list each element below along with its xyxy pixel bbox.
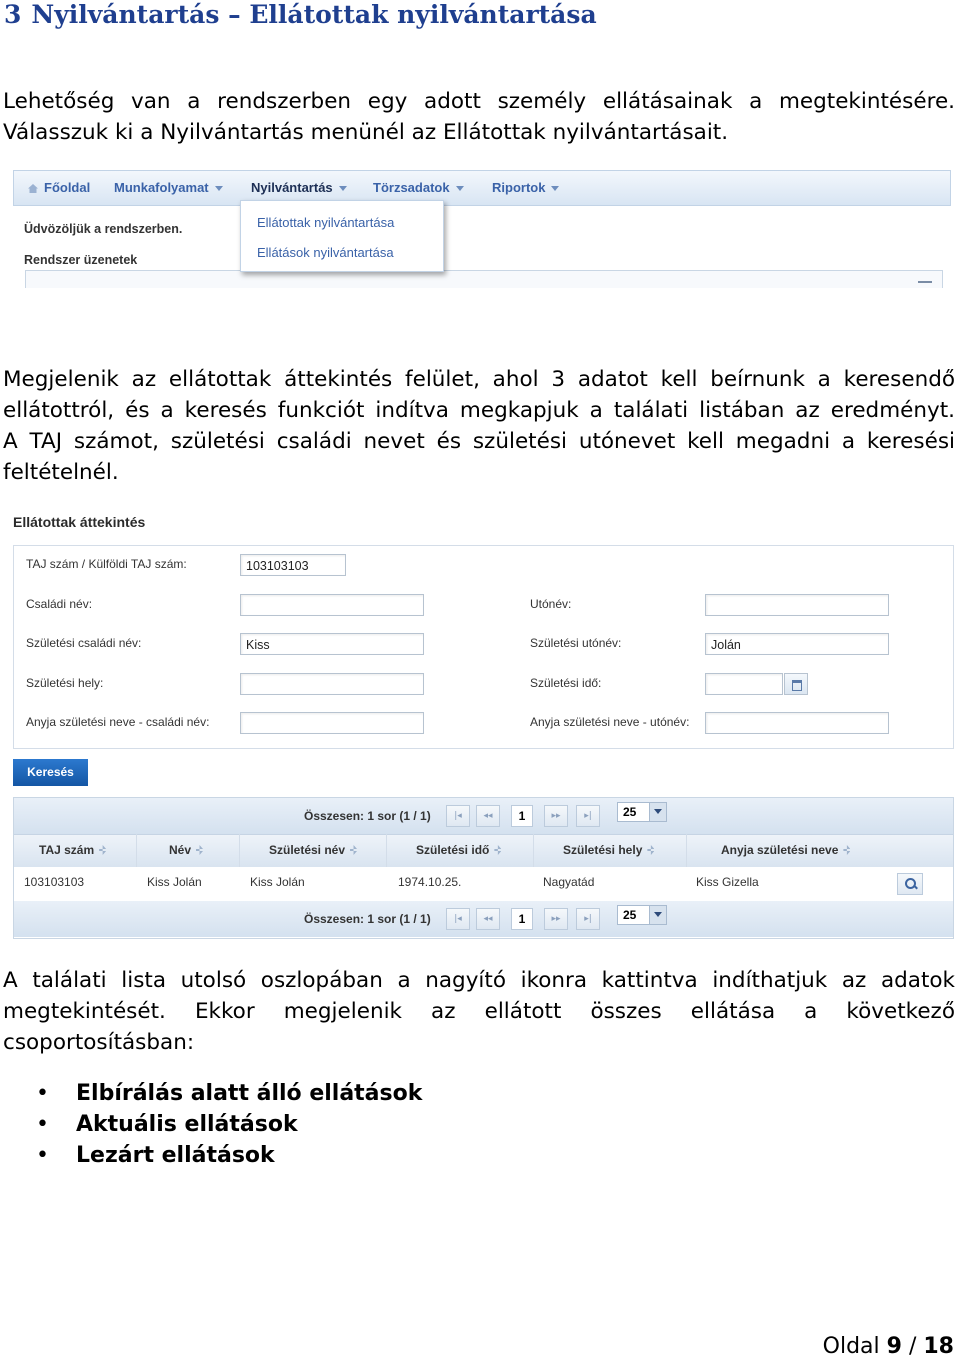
paragraph-line: A találati lista utolsó oszlopában a nagyító ikonra kattintva indíthatjuk az adatok — [3, 968, 955, 993]
home-icon — [28, 184, 38, 193]
search-paragraph — [3, 364, 955, 488]
sort-icon — [494, 845, 501, 855]
result-total: Összesen: 1 sor (1 / 1) — [304, 912, 431, 926]
paragraph-line: Megjelenik az ellátottak áttekintés felület, ahol 3 adatot kell beírnunk a keresendő — [3, 367, 955, 392]
column-header-birth-name[interactable]: Születési név — [269, 843, 357, 857]
minimize-icon[interactable] — [918, 281, 932, 283]
section-heading — [4, 0, 597, 29]
next-page-icon[interactable]: ▸▸ — [544, 805, 568, 827]
calendar-icon — [792, 680, 802, 691]
page-size-select[interactable]: 25 — [617, 905, 667, 925]
main-menu-bar — [13, 170, 951, 206]
registry-dropdown — [240, 200, 444, 272]
page-label: Oldal — [822, 1334, 880, 1359]
family-name-label: Családi név: — [26, 597, 93, 611]
welcome-text: Üdvözöljük a rendszerben. — [24, 222, 183, 236]
menu-item-home[interactable]: Főoldal — [28, 180, 90, 195]
chevron-down-icon — [215, 186, 223, 191]
list-item: • Lezárt ellátások — [36, 1140, 422, 1171]
sort-icon — [843, 845, 850, 855]
search-button[interactable]: Keresés — [13, 759, 88, 786]
sort-icon — [350, 845, 357, 855]
cell-birth-place: Nagyatád — [543, 875, 595, 889]
section-number: 3 — [4, 0, 22, 29]
results-grid — [13, 797, 954, 939]
menu-item-registry[interactable]: Nyilvántartás — [251, 180, 347, 195]
section-title: Nyilvántartás – Ellátottak nyilvántartása — [31, 0, 597, 29]
system-messages-panel — [25, 270, 943, 288]
menu-item-workflow[interactable]: Munkafolyamat — [114, 180, 223, 195]
mother-family-name-label: Anyja születési neve - családi név: — [26, 715, 210, 729]
first-page-icon[interactable]: |◂ — [446, 908, 470, 930]
next-page-icon[interactable]: ▸▸ — [544, 908, 568, 930]
search-form — [13, 545, 954, 749]
menu-item-master-data[interactable]: Törzsadatok — [373, 180, 464, 195]
result-total: Összesen: 1 sor (1 / 1) — [304, 809, 431, 823]
prev-page-icon[interactable]: ◂◂ — [476, 805, 500, 827]
chevron-down-icon — [649, 803, 666, 821]
table-row[interactable] — [14, 867, 953, 901]
family-name-input[interactable] — [240, 594, 424, 616]
details-paragraph — [3, 965, 955, 1058]
calendar-button[interactable] — [784, 673, 808, 695]
menu-item-reports[interactable]: Riportok — [492, 180, 559, 195]
mother-first-name-label: Anyja születési neve - utónév: — [530, 715, 690, 729]
column-header-birth-date[interactable]: Születési idő — [416, 843, 501, 857]
page-size-select[interactable]: 25 — [617, 802, 667, 822]
page-total: 18 — [923, 1334, 954, 1359]
sort-icon — [99, 845, 106, 855]
table-header — [14, 834, 953, 868]
paragraph-line: A TAJ számot, születési családi nevet és születési utónevet kell megadni a keresési — [3, 429, 955, 454]
prev-page-icon[interactable]: ◂◂ — [476, 908, 500, 930]
menu-screenshot — [13, 170, 951, 288]
current-page[interactable]: 1 — [511, 908, 533, 930]
cell-birth-name: Kiss Jolán — [250, 875, 305, 889]
sort-icon — [196, 845, 203, 855]
dropdown-item-services[interactable]: Ellátások nyilvántartása — [257, 245, 394, 260]
taj-input[interactable]: 103103103 — [240, 554, 346, 576]
chevron-down-icon — [551, 186, 559, 191]
cell-name: Kiss Jolán — [147, 875, 202, 889]
birth-date-input[interactable] — [705, 673, 783, 695]
column-header-mother-name[interactable]: Anyja születési neve — [721, 843, 850, 857]
first-name-label: Utónév: — [530, 597, 572, 611]
chevron-down-icon — [339, 186, 347, 191]
sort-icon — [647, 845, 654, 855]
intro-paragraph — [3, 86, 955, 148]
last-page-icon[interactable]: ▸| — [576, 805, 600, 827]
top-pager — [14, 798, 953, 834]
dropdown-item-clients[interactable]: Ellátottak nyilvántartása — [257, 215, 395, 230]
birth-first-name-label: Születési utónév: — [530, 636, 622, 650]
birth-date-label: Születési idő: — [530, 676, 602, 690]
first-name-input[interactable] — [705, 594, 889, 616]
column-header-taj[interactable]: TAJ szám — [39, 843, 106, 857]
page-separator: / — [908, 1334, 917, 1359]
cell-taj: 103103103 — [24, 875, 85, 889]
page-number: 9 — [886, 1334, 902, 1359]
page-footer — [823, 1334, 954, 1359]
last-page-icon[interactable]: ▸| — [576, 908, 600, 930]
mother-first-name-input[interactable] — [705, 712, 889, 734]
list-item: • Elbírálás alatt álló ellátások — [36, 1078, 422, 1109]
cell-birth-date: 1974.10.25. — [398, 875, 462, 889]
current-page[interactable]: 1 — [511, 805, 533, 827]
system-messages-label: Rendszer üzenetek — [24, 253, 138, 267]
taj-label: TAJ szám / Külföldi TAJ szám: — [26, 557, 187, 571]
first-page-icon[interactable]: |◂ — [446, 805, 470, 827]
paragraph-line: ellátottról, és a keresés funkciót indítva megkapjuk a találati listában az eredményt. — [3, 398, 955, 423]
view-details-button[interactable] — [897, 873, 923, 895]
column-header-birth-place[interactable]: Születési hely — [563, 843, 654, 857]
bottom-pager — [14, 901, 953, 937]
paragraph-line: Válasszuk ki a Nyilvántartás menünél az Ellátottak nyilvántartásait. — [3, 120, 729, 145]
chevron-down-icon — [456, 186, 464, 191]
birth-place-input[interactable] — [240, 673, 424, 695]
paragraph-line: csoportosításban: — [3, 1030, 195, 1055]
paragraph-line: feltételnél. — [3, 460, 119, 485]
chevron-down-icon — [649, 906, 666, 924]
paragraph-line: megtekintését. Ekkor megjelenik az ellátott összes ellátása a következő — [3, 999, 955, 1024]
clients-overview-title: Ellátottak áttekintés — [13, 514, 146, 530]
birth-family-name-label: Születési családi név: — [26, 636, 142, 650]
paragraph-line: Lehetőség van a rendszerben egy adott személy ellátásainak a megtekintésére. — [3, 89, 955, 114]
birth-place-label: Születési hely: — [26, 676, 104, 690]
birth-family-name-input[interactable]: Kiss — [240, 633, 424, 655]
cell-mother-name: Kiss Gizella — [696, 875, 759, 889]
column-header-name[interactable]: Név — [169, 843, 203, 857]
mother-family-name-input[interactable] — [240, 712, 424, 734]
service-groups-list — [36, 1078, 422, 1171]
birth-first-name-input[interactable]: Jolán — [705, 633, 889, 655]
list-item: • Aktuális ellátások — [36, 1109, 422, 1140]
